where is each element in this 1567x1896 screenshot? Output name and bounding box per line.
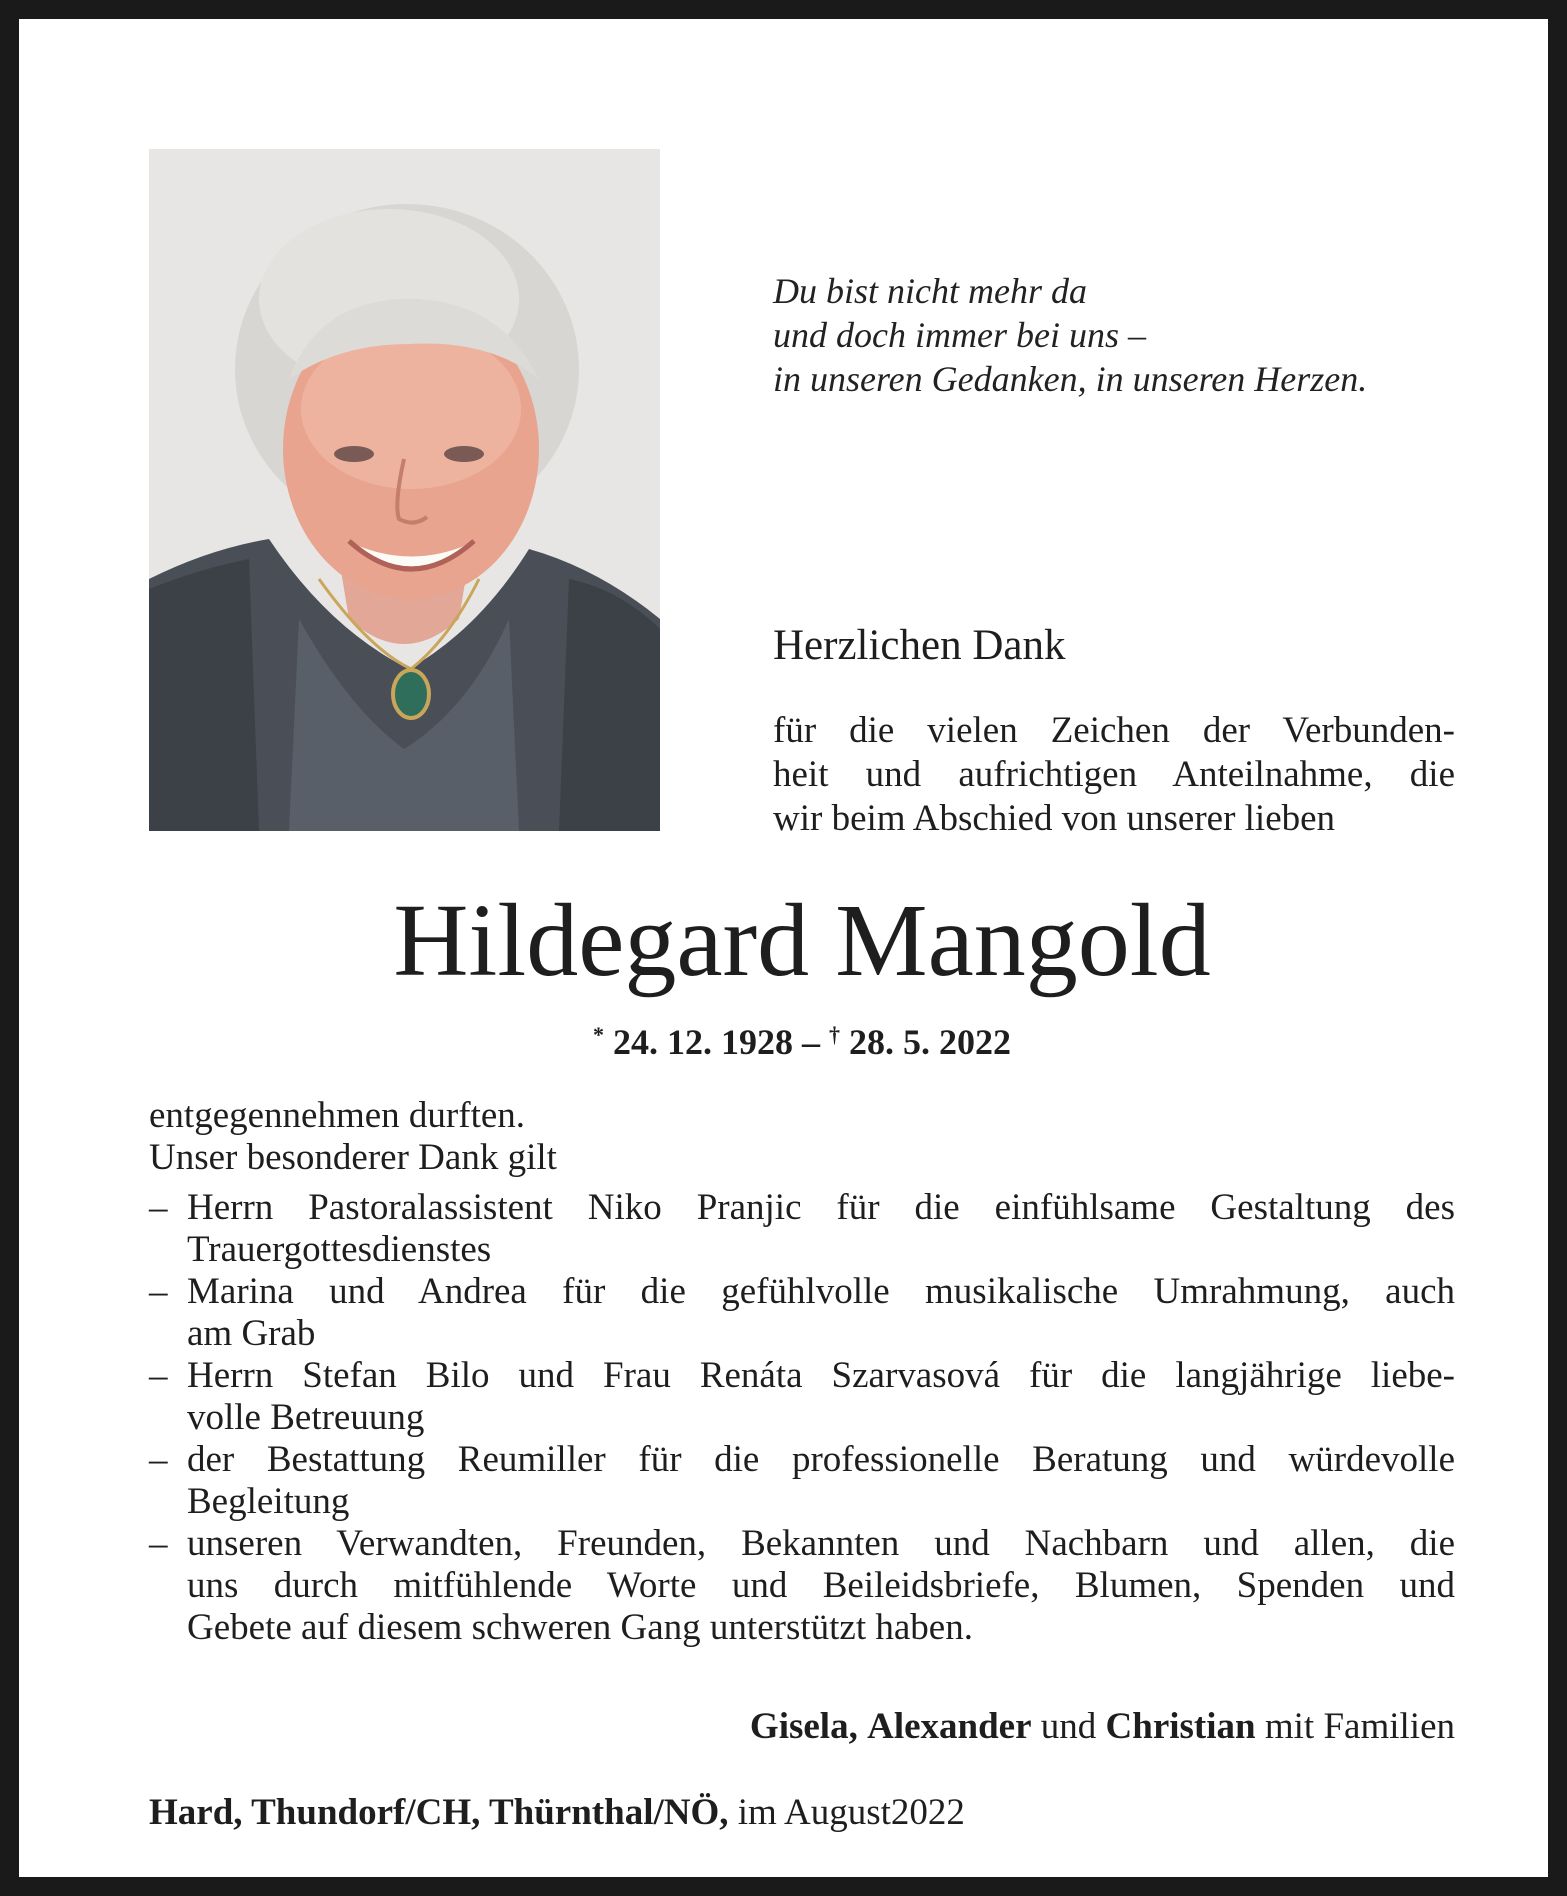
notice-date: im August2022 — [737, 1792, 965, 1833]
signer-name: Alexander — [867, 1706, 1032, 1747]
death-symbol: † — [829, 1022, 840, 1047]
memorial-quote — [773, 269, 1367, 401]
signature-conjunction: und — [1040, 1706, 1097, 1747]
list-item-line: Herrn Stefan Bilo und Frau Renáta Szarvasová für die langjährige liebe- — [187, 1355, 1455, 1396]
body-line: entgegennehmen durften. — [149, 1095, 526, 1136]
list-item-line: der Bestattung Reumiller für die professionelle Beratung und würdevolle — [187, 1439, 1455, 1480]
list-item-line: Gebete auf diesem schweren Gang unterstützt haben. — [187, 1607, 973, 1648]
list-item — [149, 1187, 1455, 1271]
signer-name: Christian — [1105, 1706, 1256, 1747]
list-dash: – — [149, 1355, 168, 1396]
list-item — [149, 1523, 1455, 1649]
family-signature — [149, 1705, 1455, 1749]
birth-symbol: * — [593, 1022, 604, 1047]
quote-line: Du bist nicht mehr da — [773, 271, 1087, 311]
birth-date: 24. 12. 1928 — [613, 1022, 793, 1062]
thanks-line: wir beim Abschied von unserer lieben — [773, 798, 1336, 839]
thanks-heading: Herzlichen Dank — [773, 622, 1066, 669]
list-dash: – — [149, 1271, 168, 1312]
thanks-line: für die vielen Zeichen der Verbunden- — [773, 710, 1455, 751]
list-item — [149, 1355, 1455, 1439]
list-dash: – — [149, 1187, 168, 1228]
signer-name: Gisela, — [749, 1706, 858, 1747]
life-dates — [149, 1013, 1455, 1064]
list-item-line: Marina und Andrea für die gefühlvolle musikalische Umrahmung, auch — [187, 1271, 1455, 1312]
list-item-line: Herrn Pastoralassistent Niko Pranjic für die einfühlsame Gestaltung des — [187, 1187, 1455, 1228]
list-item-line: unseren Verwandten, Freunden, Bekannten und Nachbarn und allen, die — [187, 1523, 1455, 1564]
list-item-line: am Grab — [187, 1313, 316, 1354]
body-line: Unser besonderer Dank gilt — [149, 1137, 557, 1178]
list-dash: – — [149, 1523, 168, 1564]
list-item — [149, 1271, 1455, 1355]
thanks-line: heit und aufrichtigen Anteilnahme, die — [773, 754, 1455, 795]
list-item-line: Begleitung — [187, 1481, 350, 1522]
place-and-date — [149, 1791, 965, 1835]
list-dash: – — [149, 1439, 168, 1480]
thanks-intro — [773, 709, 1455, 841]
death-date: 28. 5. 2022 — [849, 1022, 1011, 1062]
list-item-line: uns durch mitfühlende Worte und Beileidsbriefe, Blumen, Spenden und — [187, 1565, 1455, 1606]
thanks-body — [149, 1095, 1455, 1649]
date-separator: – — [793, 1022, 829, 1062]
list-item-line: volle Betreuung — [187, 1397, 425, 1438]
thanks-list — [149, 1187, 1455, 1649]
list-item — [149, 1439, 1455, 1523]
signature-suffix: mit Familien — [1264, 1706, 1455, 1747]
portrait-photo — [149, 149, 660, 831]
list-item-line: Trauergottesdienstes — [187, 1229, 492, 1270]
locations: Hard, Thundorf/CH, Thürnthal/NÖ, — [149, 1792, 729, 1833]
quote-line: in unseren Gedanken, in unseren Herzen. — [773, 359, 1368, 399]
quote-line: und doch immer bei uns – — [773, 315, 1146, 355]
deceased-name: Hildegard Mangold — [393, 883, 1211, 998]
